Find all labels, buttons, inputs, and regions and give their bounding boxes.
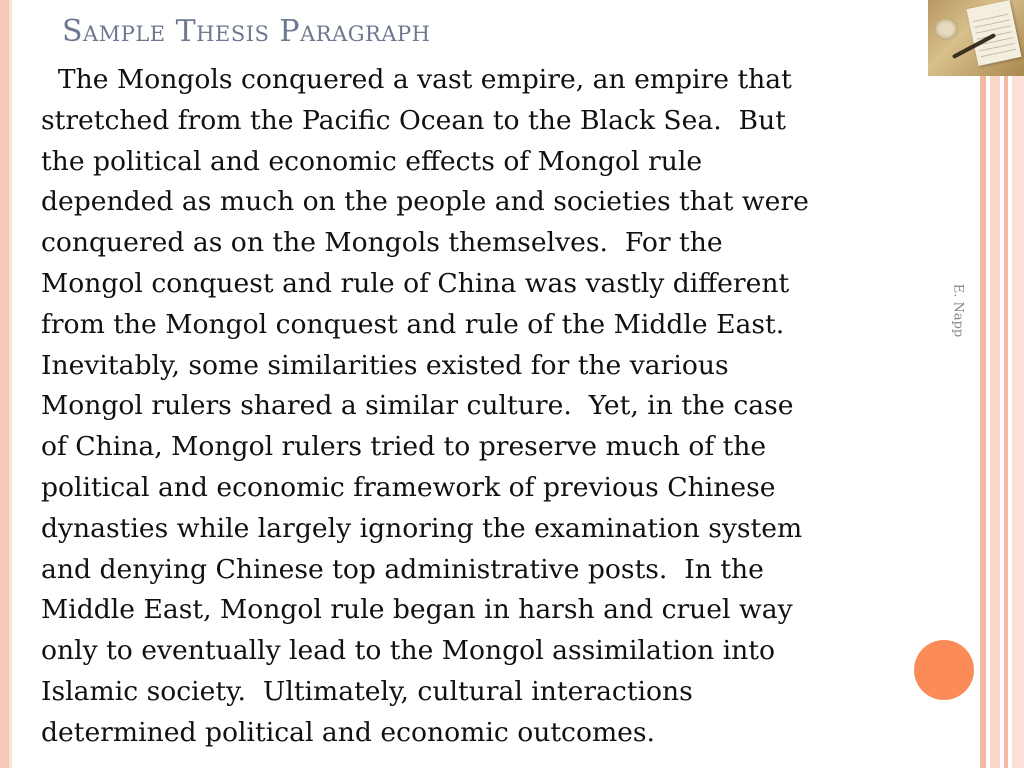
paragraph-line: political and economic framework of previous Chinese <box>41 471 776 503</box>
paragraph-line: dynasties while largely ignoring the examination system <box>41 512 803 544</box>
paragraph-line: Islamic society. Ultimately, cultural interactions <box>41 675 693 707</box>
paragraph-line: of China, Mongol rulers tried to preserve much of the <box>41 431 767 463</box>
right-border-stripe <box>980 0 986 768</box>
left-border-stripe <box>0 0 9 768</box>
paragraph-line: Mongol conquest and rule of China was vastly different <box>41 267 790 299</box>
paragraph-line: conquered as on the Mongols themselves. For the <box>41 227 723 259</box>
paragraph-line: Middle East, Mongol rule began in harsh and cruel way <box>41 594 793 626</box>
author-label <box>938 270 978 350</box>
right-border-stripe <box>1012 0 1024 768</box>
paragraph-line: from the Mongol conquest and rule of the Middle East. <box>41 308 785 340</box>
paragraph-line: The Mongols conquered a vast empire, an empire that <box>41 64 792 95</box>
right-border-stripe <box>1004 0 1008 768</box>
paragraph-line: depended as much on the people and societies that were <box>41 186 809 218</box>
paragraph-line: and denying Chinese top administrative posts. In the <box>41 553 764 585</box>
right-border-stripe <box>990 0 1000 768</box>
slide-title: Sample Thesis Paragraph <box>62 14 431 49</box>
paragraph-line: the political and economic effects of Mongol rule <box>41 145 703 177</box>
paragraph-line: only to eventually lead to the Mongol assimilation into <box>41 635 776 667</box>
paragraph-line: Mongol rulers shared a similar culture. Yet, in the case <box>41 390 794 422</box>
thesis-paragraph <box>41 60 941 754</box>
paragraph-line: determined political and economic outcomes. <box>41 716 656 748</box>
paragraph-line: Inevitably, some similarities existed for the various <box>41 349 729 381</box>
paragraph-line: stretched from the Pacific Ocean to the Black Sea. But <box>41 104 786 136</box>
desk-photo-icon <box>928 0 1024 76</box>
orange-circle-icon <box>914 640 974 700</box>
author-label-text: E. Napp <box>950 283 966 337</box>
